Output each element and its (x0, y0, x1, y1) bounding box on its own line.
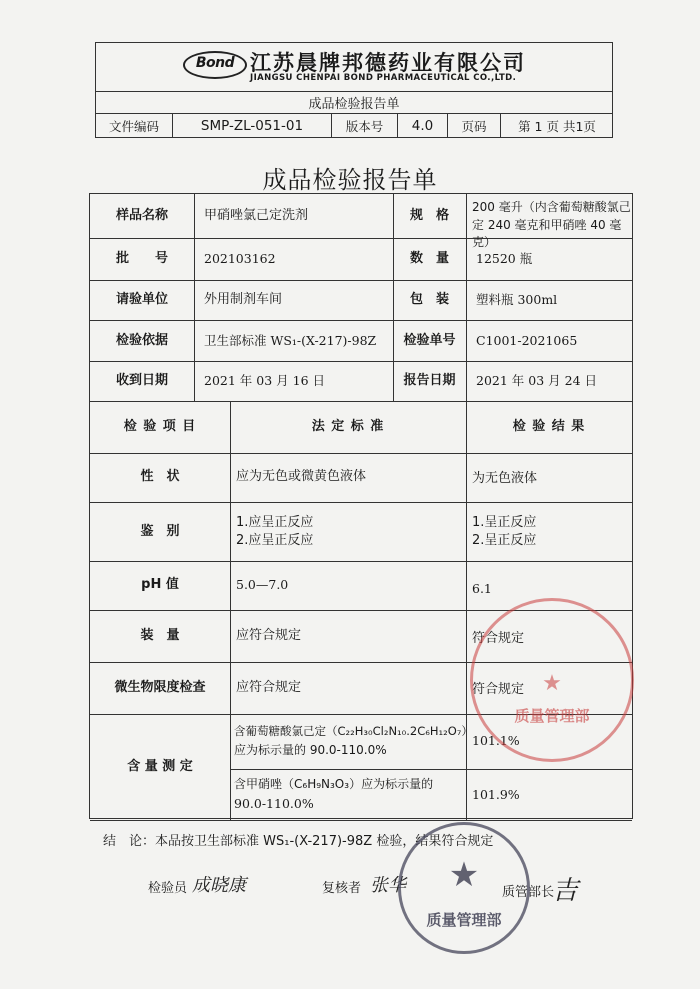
column-standard: 法 定 标 准 (311, 419, 385, 434)
doc-type: 成品检验报告单 (308, 97, 400, 112)
report-title: 成品检验报告单 (262, 166, 438, 194)
inspector-label: 检验员 (148, 881, 188, 896)
content-a-line1: 含葡萄糖酸氯己定（C₂₂H₃₀Cl₂N₁₀.2C₆H₁₂O₇） (234, 724, 473, 738)
report-date: 2021 年 03 月 24 日 (476, 373, 597, 388)
test-no-label: 检验单号 (403, 333, 456, 348)
divider (90, 401, 632, 402)
divider (90, 561, 632, 562)
spec-line2: 定 240 毫克和甲硝唑 40 毫克） (472, 218, 622, 249)
divider (230, 769, 632, 770)
signature-text: 张华 (370, 875, 406, 896)
sample-name: 甲硝唑氯己定洗剂 (204, 208, 309, 223)
reviewer-label: 复核者 (322, 881, 362, 896)
divider (230, 401, 231, 820)
divider (466, 194, 467, 401)
row-item: 微生物限度检查 (114, 680, 206, 695)
conclusion: 结 论：本品按卫生部标准 WS₁-(X-217)-98Z 检验，结果符合规定 (103, 834, 494, 849)
row-standard: 应为无色或微黄色液体 (236, 469, 367, 484)
content-a-result: 101.1% (472, 733, 520, 748)
row-item: pH 值 (141, 577, 179, 592)
row-standard: 应符合规定 (236, 680, 302, 695)
divider (90, 453, 632, 454)
divider (95, 91, 613, 92)
signature-text: 吉 (552, 876, 579, 906)
spec-label: 规 格 (409, 208, 449, 223)
report-date-label: 报告日期 (403, 373, 456, 388)
row-result: 2.呈正反应 (472, 533, 537, 548)
divider (90, 820, 632, 821)
batch-number: 202103162 (204, 251, 276, 266)
test-number: C1001-2021065 (476, 333, 578, 348)
content-b-result: 101.9% (472, 787, 520, 802)
file-no-label: 文件编码 (108, 119, 159, 134)
page-label: 页码 (461, 119, 487, 134)
divider (90, 320, 632, 321)
package-label: 包 装 (409, 292, 449, 307)
column-result: 检 验 结 果 (512, 419, 586, 434)
row-item: 性 状 (140, 469, 180, 484)
content-item: 含 量 测 定 (127, 759, 193, 774)
company-logo (183, 51, 247, 79)
row-standard: 应符合规定 (236, 628, 302, 643)
received-date: 2021 年 03 月 16 日 (204, 373, 325, 388)
row-result: 符合规定 (472, 631, 525, 646)
version: 4.0 (411, 118, 434, 134)
row-result: 为无色液体 (472, 471, 538, 486)
dark-stamp (398, 822, 530, 954)
stamp-dept: 质量管理部 (514, 707, 590, 725)
quantity: 12520 瓶 (476, 251, 533, 266)
logo-text: Bond (195, 55, 235, 71)
request-unit-label: 请验单位 (115, 292, 168, 307)
qty-label: 数 量 (409, 251, 449, 266)
row-result: 6.1 (472, 581, 492, 596)
divider (466, 401, 467, 820)
spec-line1: 200 毫升（内含葡萄糖酸氯己 (472, 200, 631, 214)
basis: 卫生部标准 WS₁-(X-217)-98Z (204, 333, 377, 348)
package: 塑料瓶 300ml (476, 292, 558, 307)
batch-label: 批 号 (115, 251, 168, 266)
row-item: 装 量 (140, 628, 180, 643)
divider (194, 194, 195, 401)
request-unit: 外用制剂车间 (204, 292, 283, 307)
row-standard: 2.应呈正反应 (236, 533, 314, 548)
row-item: 鉴 别 (140, 524, 180, 539)
column-item: 检 验 项 目 (123, 419, 197, 434)
signature-text: 成晓康 (192, 875, 246, 896)
file-no: SMP-ZL-051-01 (200, 118, 304, 134)
divider (90, 361, 632, 362)
qa-label: 质管部长 (502, 885, 555, 900)
content-b-line2: 90.0-110.0% (234, 796, 314, 811)
qa-signature (552, 870, 578, 907)
inspector-signature (192, 871, 246, 897)
row-standard: 1.应呈正反应 (236, 515, 314, 530)
stamp-dept: 质量管理部 (426, 911, 502, 929)
content-b-line1: 含甲硝唑（C₆H₉N₃O₃）应为标示量的 (234, 777, 434, 791)
divider (90, 280, 632, 281)
sample-name-label: 样品名称 (115, 208, 168, 223)
company-name-cn: 江苏晨牌邦德药业有限公司 (250, 51, 526, 75)
divider (90, 502, 632, 503)
star-icon: ★ (448, 855, 480, 895)
row-result: 符合规定 (472, 682, 525, 697)
company-name-en: JIANGSU CHENPAI BOND PHARMACEUTICAL CO.,LTD. (250, 73, 517, 83)
row-result: 1.呈正反应 (472, 515, 537, 530)
received-date-label: 收到日期 (115, 373, 168, 388)
star-icon: ★ (542, 671, 562, 696)
basis-label: 检验依据 (115, 333, 168, 348)
version-label: 版本号 (345, 119, 384, 134)
red-stamp (470, 598, 634, 762)
page-value: 第 1 页 共1页 (518, 119, 596, 134)
row-standard: 5.0—7.0 (236, 577, 289, 592)
content-a-line2: 应为标示量的 90.0-110.0% (234, 743, 387, 757)
